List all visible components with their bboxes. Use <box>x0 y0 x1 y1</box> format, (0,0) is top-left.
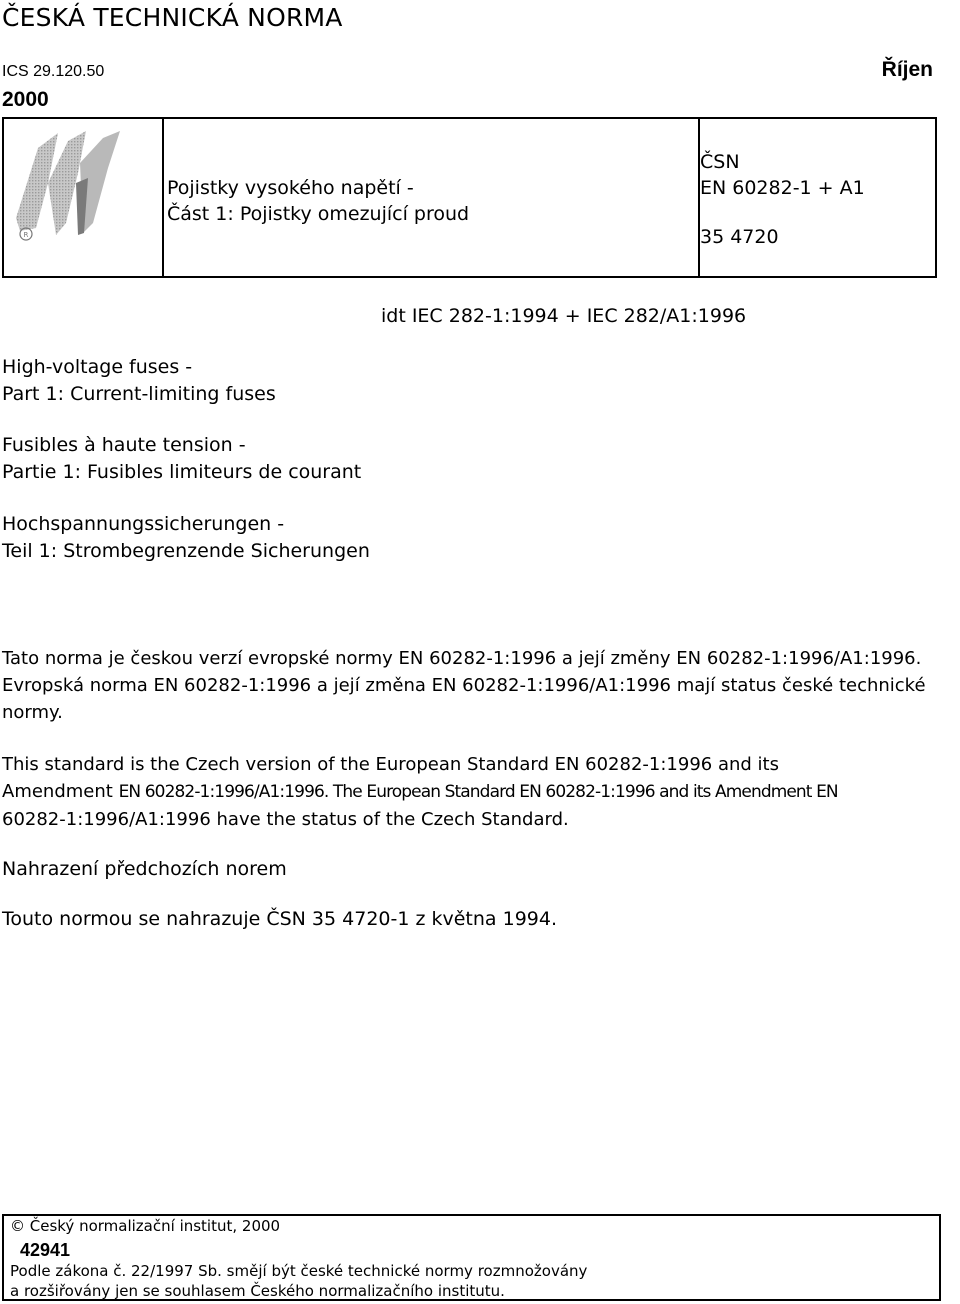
title-box <box>2 117 937 278</box>
english-paragraph-line2-rest: EN 60282-1:1996/A1:1996. The European Standard EN 60282-1:1996 and its Amendment EN <box>118 782 838 802</box>
class-number: 35 4720 <box>700 226 779 248</box>
identity-reference: idt IEC 282-1:1994 + IEC 282/A1:1996 <box>381 305 747 327</box>
document-type-title: ČESKÁ TECHNICKÁ NORMA <box>2 3 343 32</box>
title-box-divider-left <box>162 119 164 276</box>
english-title-line1: High-voltage fuses - <box>2 356 193 378</box>
copyright-notice: © Český normalizační institut, 2000 <box>10 1217 281 1235</box>
issue-year: 2000 <box>2 88 49 111</box>
german-title-line1: Hochspannungssicherungen - <box>2 513 285 535</box>
csn-number: EN 60282-1 + A1 <box>700 177 865 199</box>
german-title <box>2 511 370 565</box>
french-title-line2: Partie 1: Fusibles limiteurs de courant <box>2 461 362 483</box>
ics-code: ICS 29.120.50 <box>2 63 105 80</box>
czech-title-line1: Pojistky vysokého napětí - <box>167 177 414 199</box>
french-title-line1: Fusibles à haute tension - <box>2 434 246 456</box>
english-paragraph-line2 <box>2 778 960 806</box>
czech-paragraph-line3: normy. <box>2 702 63 723</box>
french-title <box>2 432 361 486</box>
catalog-number: 42941 <box>20 1240 71 1260</box>
english-paragraph-line2-start: Amendment <box>2 781 113 802</box>
svg-text:R: R <box>23 231 29 239</box>
czech-paragraph <box>2 645 960 726</box>
english-paragraph-line1: This standard is the Czech version of the European Standard EN 60282-1:1996 and its <box>2 754 779 775</box>
english-paragraph <box>2 751 960 833</box>
replaced-standards-text: Touto normou se nahrazuje ČSN 35 4720-1 z května 1994. <box>2 908 557 930</box>
czech-paragraph-line2: Evropská norma EN 60282-1:1996 a její změna EN 60282-1:1996/A1:1996 mají status české technické <box>2 675 926 696</box>
csn-label: ČSN <box>700 151 740 173</box>
issue-month: Říjen <box>881 58 933 81</box>
czech-title <box>167 175 469 227</box>
footer-box <box>2 1214 941 1301</box>
czech-title-line2: Část 1: Pojistky omezující proud <box>167 203 470 225</box>
german-title-line2: Teil 1: Strombegrenzende Sicherungen <box>2 540 370 562</box>
legal-notice-line2: a rozšiřovány jen se souhlasem Českého normalizačního institutu. <box>10 1282 505 1300</box>
csn-logo-icon <box>8 123 158 273</box>
replaced-standards-heading: Nahrazení předchozích norem <box>2 858 287 880</box>
english-paragraph-line3: 60282-1:1996/A1:1996 have the status of the Czech Standard. <box>2 809 569 830</box>
english-title-line2: Part 1: Current-limiting fuses <box>2 383 276 405</box>
csn-designation <box>700 149 865 201</box>
english-title <box>2 354 276 408</box>
czech-paragraph-line1: Tato norma je českou verzí evropské normy EN 60282-1:1996 a její změny EN 60282-1:1996/A1:1996. <box>2 648 922 669</box>
legal-notice-line1: Podle zákona č. 22/1997 Sb. smějí být české technické normy rozmnožovány <box>10 1262 588 1280</box>
